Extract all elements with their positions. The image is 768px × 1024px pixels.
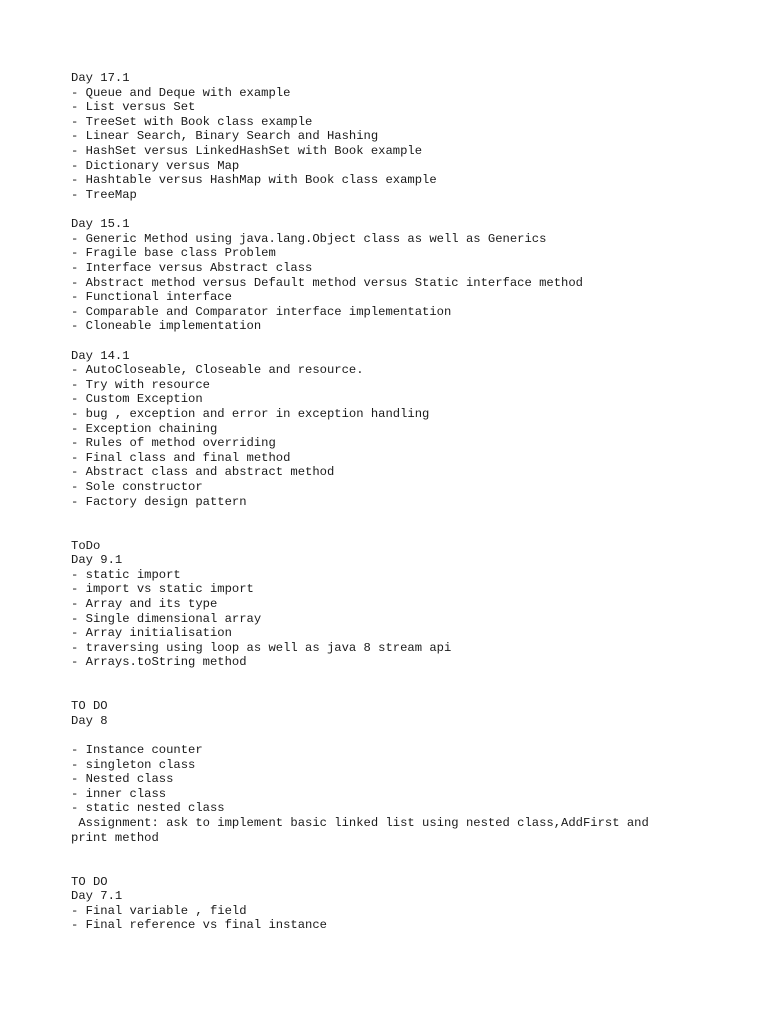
- topic-item: - Factory design pattern: [71, 494, 247, 509]
- topic-item: - Rules of method overriding: [71, 436, 276, 451]
- topic-item: - Linear Search, Binary Search and Hashing: [71, 129, 379, 144]
- topic-item: - static import: [71, 567, 181, 582]
- topic-item: - Generic Method using java.lang.Object class as well as Generics: [71, 231, 547, 246]
- topic-item: - Interface versus Abstract class: [71, 260, 313, 275]
- topic-item: - import vs static import: [71, 582, 254, 597]
- topic-item: - Single dimensional array: [71, 611, 262, 626]
- topic-item: - Arrays.toString method: [71, 655, 247, 670]
- topic-item: - Array and its type: [71, 596, 218, 611]
- day-heading: Day 8: [71, 713, 108, 728]
- assignment-note: Assignment: ask to implement basic linked list using nested class,AddFirst and: [71, 816, 649, 831]
- topic-item: - Final class and final method: [71, 450, 291, 465]
- topic-item: - Cloneable implementation: [71, 319, 262, 334]
- topic-item: - HashSet versus LinkedHashSet with Book example: [71, 144, 423, 159]
- topic-item: - Hashtable versus HashMap with Book class example: [71, 173, 437, 188]
- day-heading: Day 15.1: [71, 217, 130, 232]
- topic-item: - Custom Exception: [71, 392, 203, 407]
- topic-item: - Array initialisation: [71, 626, 232, 641]
- topic-item: - Try with resource: [71, 377, 210, 392]
- blank-line: [71, 509, 731, 524]
- day-heading: Day 7.1: [71, 889, 123, 904]
- topic-item: - Comparable and Comparator interface implementation: [71, 304, 452, 319]
- todo-label: TO DO: [71, 874, 108, 889]
- blank-line: [71, 860, 731, 875]
- day-heading: Day 9.1: [71, 553, 123, 568]
- topic-item: - static nested class: [71, 801, 225, 816]
- topic-item: - Abstract class and abstract method: [71, 465, 335, 480]
- document-body: [71, 71, 731, 933]
- topic-item: - Nested class: [71, 772, 174, 787]
- topic-item: - Functional interface: [71, 290, 232, 305]
- topic-item: - singleton class: [71, 757, 196, 772]
- topic-item: - bug , exception and error in exception handling: [71, 407, 430, 422]
- blank-line: [71, 728, 731, 743]
- blank-line: [71, 670, 731, 685]
- blank-line: [71, 685, 731, 700]
- topic-item: - List versus Set: [71, 100, 196, 115]
- blank-line: [71, 845, 731, 860]
- todo-label: TO DO: [71, 699, 108, 714]
- topic-item: - Final reference vs final instance: [71, 918, 327, 933]
- topic-item: - Abstract method versus Default method versus Static interface method: [71, 275, 583, 290]
- topic-item: - Final variable , field: [71, 903, 247, 918]
- topic-item: - Dictionary versus Map: [71, 158, 240, 173]
- todo-label: ToDo: [71, 538, 101, 553]
- blank-line: [71, 202, 731, 217]
- blank-line: [71, 524, 731, 539]
- topic-item: - Queue and Deque with example: [71, 85, 291, 100]
- topic-item: - inner class: [71, 786, 167, 801]
- topic-item: - TreeMap: [71, 187, 137, 202]
- topic-item: - Instance counter: [71, 743, 203, 758]
- topic-item: - Exception chaining: [71, 421, 218, 436]
- topic-item: - AutoCloseable, Closeable and resource.: [71, 363, 364, 378]
- day-heading: Day 17.1: [71, 71, 130, 85]
- blank-line: [71, 334, 731, 349]
- topic-item: - Fragile base class Problem: [71, 246, 276, 261]
- topic-item: - TreeSet with Book class example: [71, 114, 313, 129]
- day-heading: Day 14.1: [71, 348, 130, 363]
- topic-item: - traversing using loop as well as java 8 stream api: [71, 640, 452, 655]
- topic-item: - Sole constructor: [71, 480, 203, 495]
- text-line: print method: [71, 830, 159, 845]
